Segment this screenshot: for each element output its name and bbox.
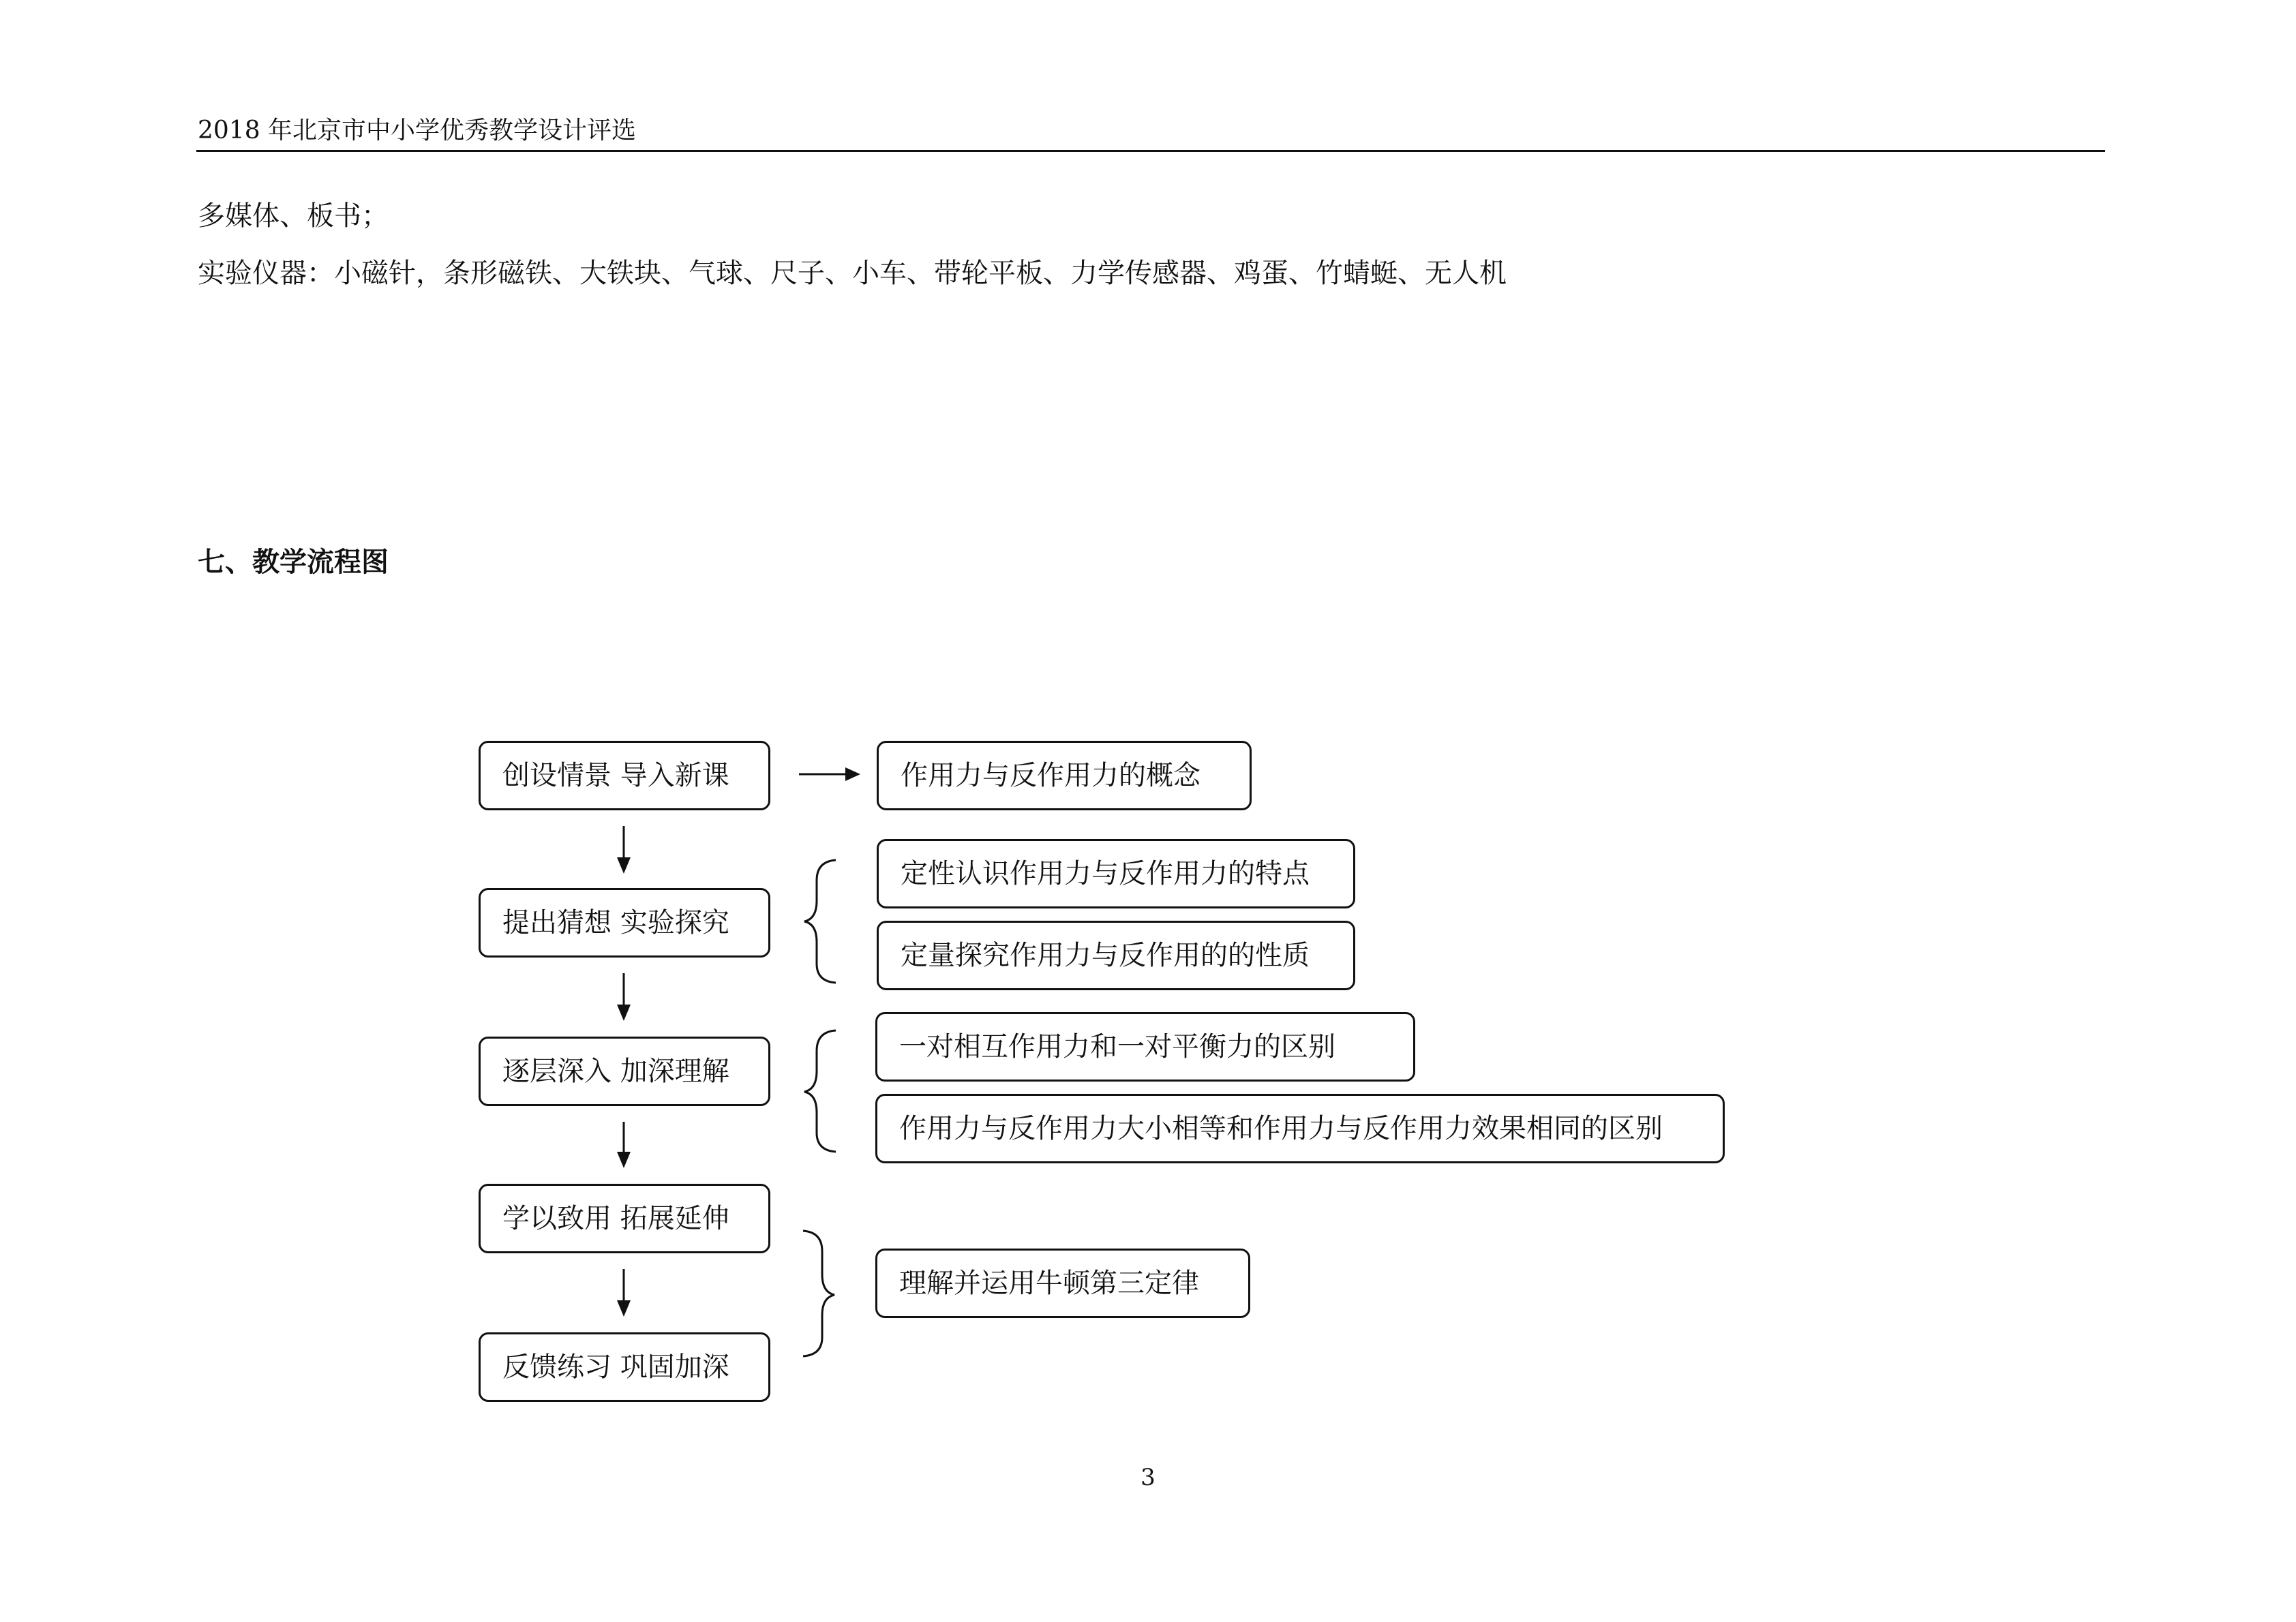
down-arrow-icon (617, 973, 631, 1021)
flow-step-4: 学以致用 拓展延伸 (479, 1184, 770, 1253)
flow-detail-1: 作用力与反作用力的概念 (877, 741, 1252, 810)
flow-detail-5: 作用力与反作用力大小相等和作用力与反作用力效果相同的区别 (875, 1094, 1725, 1163)
page-number: 3 (1141, 1464, 1155, 1491)
materials-line: 多媒体、板书； (198, 200, 389, 232)
left-brace-icon (804, 1030, 836, 1152)
flow-detail-3: 定量探究作用力与反作用的的性质 (877, 921, 1355, 990)
down-arrow-icon (617, 826, 631, 874)
section-heading: 七、教学流程图 (198, 546, 389, 578)
down-arrow-icon (617, 1269, 631, 1317)
flow-step-3: 逐层深入 加深理解 (479, 1037, 770, 1106)
header-rule (196, 150, 2105, 152)
flow-step-5: 反馈练习 巩固加深 (479, 1332, 770, 1402)
flow-step-1: 创设情景 导入新课 (479, 741, 770, 810)
flow-detail-2: 定性认识作用力与反作用力的特点 (877, 839, 1355, 908)
header-title: 2018 年北京市中小学优秀教学设计评选 (198, 117, 637, 144)
right-arrowhead-icon (845, 767, 860, 781)
flow-detail-4: 一对相互作用力和一对平衡力的区别 (875, 1012, 1415, 1082)
right-brace-icon (803, 1231, 834, 1356)
flow-step-2: 提出猜想 实验探究 (479, 888, 770, 958)
left-brace-icon (804, 860, 836, 983)
equipment-line: 实验仪器：小磁针，条形磁铁、大铁块、气球、尺子、小车、带轮平板、力学传感器、鸡蛋、竹蜻蜓、无人机 (198, 258, 1507, 289)
down-arrow-icon (617, 1122, 631, 1168)
flow-detail-6: 理解并运用牛顿第三定律 (875, 1249, 1250, 1318)
